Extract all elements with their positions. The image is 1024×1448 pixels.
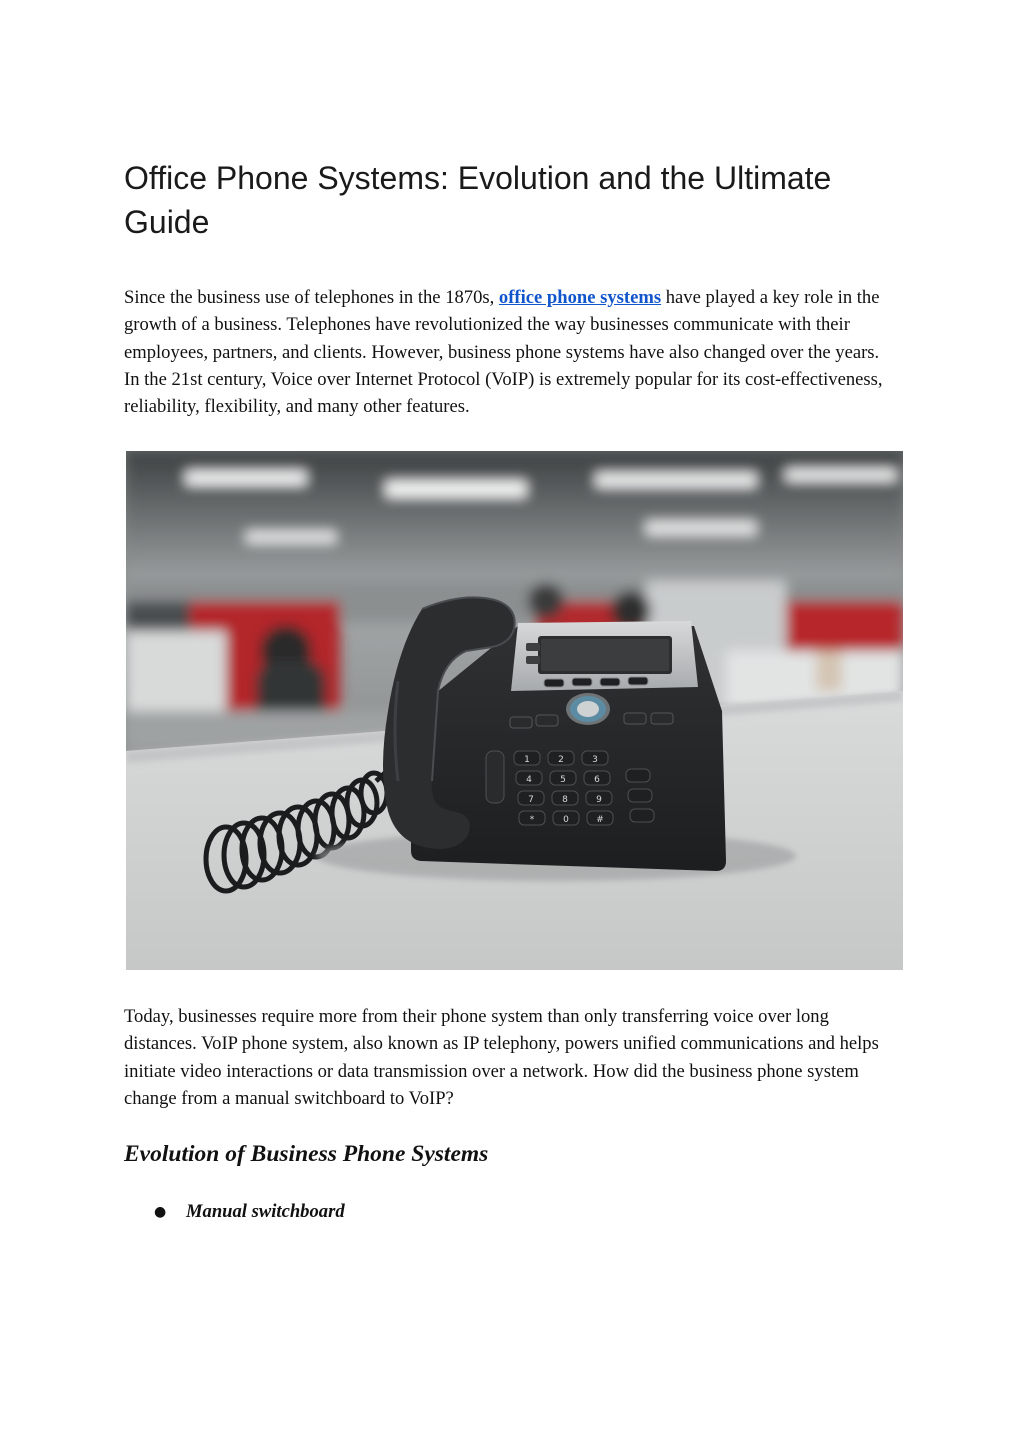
second-paragraph: Today, businesses require more from their phone system than only transferring voice over long distances. VoIP phone system, also known as IP telephony, powers unified communications and helps initiate video interactions or data transmission over a network. How did the business phone system change from a manual switchboard to VoIP? (124, 1006, 879, 1109)
keypad-key-3: 3 (592, 755, 598, 765)
intro-paragraph (124, 284, 894, 420)
page-title: Office Phone Systems: Evolution and the Ultimate Guide (124, 160, 832, 240)
intro-text-before-link: Since the business use of telephones in the 1870s, (124, 287, 499, 308)
keypad-key-1: 1 (524, 755, 530, 765)
office-desk-phone-photo (126, 451, 903, 970)
bullet-text-manual-switchboard: Manual switchboard (186, 1201, 345, 1222)
keypad-key-5: 5 (560, 775, 566, 785)
bullet-marker: ● (154, 1204, 167, 1220)
keypad-key-star: * (529, 815, 535, 825)
intro-text-after-link: have played a key role in the growth of a business. Telephones have revolutionized the way businesses communicate with their employees, partners, and clients. However, business phone systems have also changed over the years. In the 21st century, Voice over Internet Protocol (VoIP) is extremely popular for its cost-effectiveness, reliability, flexibility, and many other features. (124, 287, 883, 418)
office-phone-systems-link[interactable]: office phone systems (498, 287, 662, 308)
keypad-key-2: 2 (558, 755, 564, 765)
keypad-key-7: 7 (528, 795, 534, 805)
section-heading: Evolution of Business Phone Systems (124, 1141, 489, 1167)
keypad-key-hash: # (596, 815, 604, 825)
keypad-key-4: 4 (526, 775, 532, 785)
keypad-key-0: 0 (563, 815, 569, 825)
keypad-key-9: 9 (596, 795, 602, 805)
keypad-key-6: 6 (594, 775, 600, 785)
keypad-key-8: 8 (562, 795, 568, 805)
